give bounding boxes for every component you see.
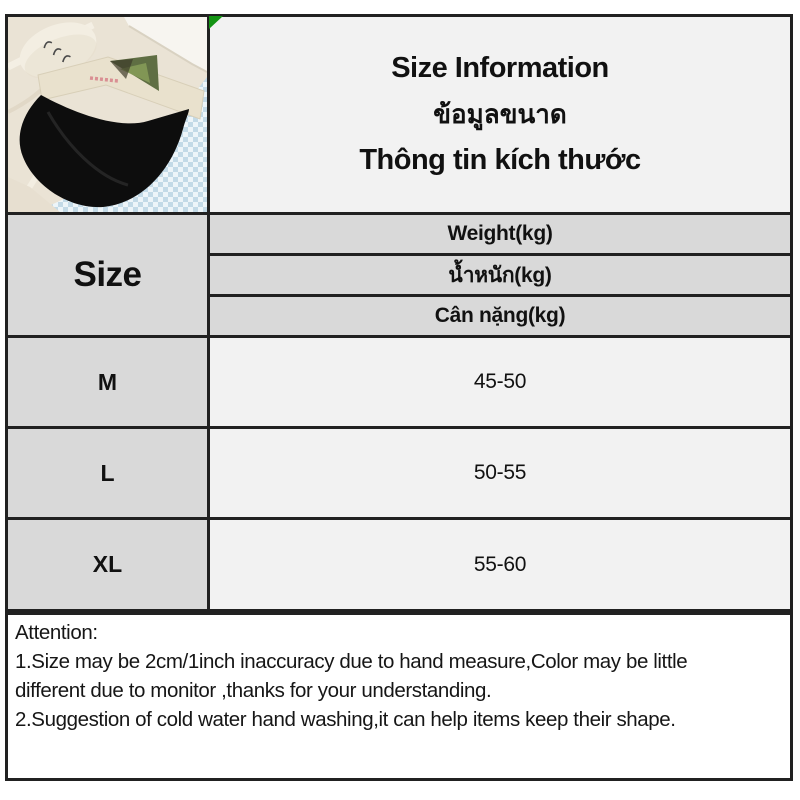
attention-box [5,612,793,781]
size-table [5,14,793,612]
size-row-label-l: L [8,429,207,517]
product-photo [8,17,207,212]
size-column-header: Size [8,215,207,335]
size-row-value-m: 45-50 [210,338,790,426]
size-row-label-xl: XL [8,520,207,609]
size-row-value-xl: 55-60 [210,520,790,609]
attention-note-line: 1.Size may be 2cm/1inch inaccuracy due to hand measure,Color may be little [15,650,688,673]
title-cell [210,17,790,212]
size-row-value-l: 50-55 [210,429,790,517]
weight-header-english: Weight(kg) [210,215,790,253]
title-english: Size Information [391,52,609,84]
size-row-label-m: M [8,338,207,426]
attention-note-line: different due to monitor ,thanks for your understanding. [15,679,492,702]
product-photo-illustration [8,17,207,212]
attention-note-line: 2.Suggestion of cold water hand washing,it can help items keep their shape. [15,708,676,731]
weight-header-thai: น้ำหนัก(kg) [210,256,790,294]
attention-heading: Attention: [15,621,98,644]
cell-corner-marker-icon [209,16,223,29]
title-thai: ข้อมูลขนาด [433,99,567,129]
weight-header-vietnamese: Cân nặng(kg) [210,297,790,335]
title-vietnamese: Thông tin kích thước [359,144,641,176]
